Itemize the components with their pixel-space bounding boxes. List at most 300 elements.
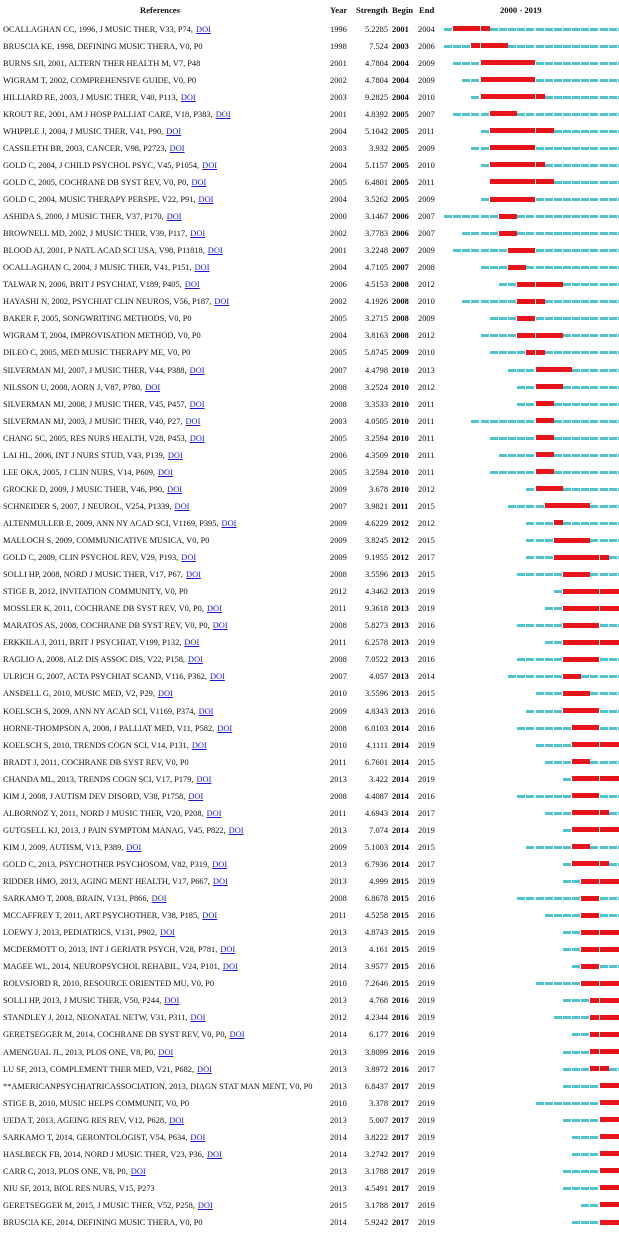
timeline-segment — [545, 658, 553, 661]
burst-segment — [490, 162, 499, 167]
doi-link[interactable]: DOI — [186, 570, 201, 580]
timeline-segment — [545, 266, 553, 269]
timeline-segment — [545, 607, 553, 610]
year-cell: 2014 — [330, 962, 347, 972]
timeline-segment — [563, 744, 571, 747]
end-cell: 2017 — [418, 808, 435, 818]
doi-link[interactable]: DOI — [169, 143, 185, 153]
doi-link[interactable]: DOI — [167, 484, 183, 494]
timeline-segment — [600, 573, 608, 576]
doi-link[interactable]: DOI — [166, 212, 182, 222]
doi-link[interactable]: DOI — [190, 1013, 206, 1023]
burst-segment — [462, 26, 471, 31]
doi-link[interactable]: DOI — [212, 859, 228, 869]
burst-segment — [600, 589, 609, 594]
burst-segment — [600, 1100, 609, 1105]
timeline-segment — [581, 130, 589, 133]
doi-link[interactable]: DOI — [189, 365, 205, 375]
table-row — [0, 532, 619, 549]
burst-segment — [600, 1202, 609, 1207]
doi-link[interactable]: DOI — [164, 996, 180, 1006]
timeline-segment — [609, 556, 617, 559]
strength-cell: 6.0103 — [364, 723, 388, 733]
burst-segment — [572, 844, 581, 849]
timeline-segment — [545, 522, 553, 525]
burst-segment — [536, 435, 545, 440]
end-cell: 2011 — [418, 399, 435, 409]
begin-cell: 2017 — [392, 1081, 409, 1091]
year-cell: 2007 — [330, 365, 347, 375]
burst-segment — [554, 367, 563, 372]
table-row — [0, 992, 619, 1009]
year-cell: 2005 — [330, 467, 347, 477]
timeline-segment — [545, 215, 553, 218]
timeline-segment — [462, 45, 470, 48]
timeline-segment — [600, 215, 608, 218]
begin-cell: 2017 — [392, 1183, 409, 1193]
timeline-segment — [581, 45, 589, 48]
reference-cell — [3, 1112, 328, 1129]
table-row — [0, 703, 619, 720]
burst-segment — [536, 128, 545, 133]
timeline-segment — [554, 727, 562, 730]
table-row — [0, 464, 619, 481]
begin-cell: 2008 — [392, 280, 409, 290]
reference-text: WIGRAM T, 2004, IMPROVISATION METHOD, V0, P0 — [3, 331, 201, 341]
timeline-segment — [526, 28, 534, 31]
end-cell: 2016 — [418, 791, 435, 801]
end-cell: 2019 — [418, 604, 435, 614]
timeline-segment — [554, 658, 562, 661]
burst-segment — [508, 179, 517, 184]
doi-link[interactable]: DOI — [194, 263, 210, 273]
timeline-segment — [572, 914, 580, 917]
strength-cell: 3.8099 — [364, 1047, 388, 1057]
doi-link[interactable]: DOI — [185, 416, 201, 426]
begin-cell: 2015 — [392, 877, 409, 886]
doi-link[interactable]: DOI — [229, 1030, 245, 1040]
burst-segment — [590, 742, 599, 747]
doi-link[interactable]: DOI — [197, 1200, 213, 1210]
timeline-segment — [581, 386, 589, 389]
strength-cell: 3.5596 — [364, 570, 388, 580]
doi-link[interactable]: DOI — [198, 195, 214, 204]
doi-link[interactable]: DOI — [126, 842, 142, 852]
strength-cell: 4.8343 — [364, 706, 388, 716]
table-row — [0, 617, 619, 634]
year-cell: 2009 — [330, 706, 347, 716]
timeline-segment — [609, 727, 617, 730]
doi-link[interactable]: DOI — [198, 706, 214, 716]
reference-text: SILVERMAN MJ, 2008, J MUSIC THER, V45, P457, — [3, 399, 187, 409]
end-cell: 2016 — [418, 706, 435, 716]
reference-cell — [3, 890, 328, 907]
timeline-segment — [572, 300, 580, 303]
doi-link[interactable]: DOI — [215, 109, 231, 119]
reference-cell — [3, 703, 328, 720]
timeline-segment — [563, 420, 571, 423]
doi-link[interactable]: DOI — [222, 962, 238, 972]
burst-segment — [609, 606, 618, 611]
timeline-segment — [517, 369, 525, 372]
timeline-segment — [545, 300, 553, 303]
burst-segment — [581, 793, 590, 798]
doi-link[interactable]: DOI — [206, 1149, 222, 1159]
end-cell: 2019 — [418, 996, 435, 1006]
timeline-segment — [563, 334, 571, 337]
timeline-segment — [572, 266, 580, 269]
doi-link[interactable]: DOI — [217, 723, 233, 733]
doi-link[interactable]: DOI — [207, 246, 223, 256]
timeline-segment — [581, 1153, 589, 1156]
strength-cell: 3.5596 — [364, 689, 388, 699]
begin-cell: 2005 — [392, 109, 409, 119]
timeline-segment — [545, 232, 553, 235]
burst-segment — [526, 60, 535, 65]
begin-cell: 2010 — [392, 450, 409, 460]
timeline-segment — [581, 1085, 589, 1088]
timeline-segment — [572, 965, 580, 968]
doi-link[interactable]: DOI — [209, 672, 225, 682]
table-row — [0, 1009, 619, 1026]
timeline-segment — [508, 454, 516, 457]
doi-link[interactable]: DOI — [196, 24, 211, 34]
timeline-segment — [545, 556, 553, 559]
reference-cell — [3, 259, 328, 276]
burst-segment — [517, 128, 526, 133]
burst-segment — [499, 162, 508, 167]
timeline-segment — [545, 164, 553, 167]
timeline-segment — [581, 317, 589, 320]
timeline-segment — [609, 710, 617, 713]
burst-segment — [600, 640, 609, 645]
end-cell: 2016 — [418, 894, 435, 904]
timeline-segment — [536, 897, 544, 900]
timeline-segment — [554, 744, 562, 747]
doi-link[interactable]: DOI — [228, 825, 244, 835]
end-cell: 2019 — [418, 1013, 435, 1023]
burst-segment — [572, 725, 581, 730]
timeline-segment — [590, 403, 598, 406]
timeline-segment — [526, 215, 534, 218]
begin-cell: 2005 — [392, 126, 409, 136]
doi-link[interactable]: DOI — [190, 229, 206, 239]
doi-link[interactable]: DOI — [184, 280, 200, 290]
doi-link[interactable]: DOI — [206, 808, 222, 818]
timeline-segment — [554, 590, 562, 593]
doi-link[interactable]: DOI — [212, 621, 228, 631]
begin-cell: 2003 — [392, 41, 409, 51]
timeline-segment — [471, 62, 479, 65]
strength-cell: 3.678 — [369, 484, 388, 494]
burst-segment — [609, 1168, 618, 1173]
end-cell: 2008 — [418, 263, 435, 273]
reference-text: HORNE-THOMPSON A, 2008, J PALLIAT MED, V11, P582, — [3, 723, 215, 733]
burst-segment — [545, 435, 554, 440]
reference-cell — [3, 225, 328, 242]
timeline-segment — [554, 573, 562, 576]
begin-cell: 2017 — [392, 1149, 409, 1159]
doi-link[interactable]: DOI — [157, 689, 173, 699]
timeline-segment — [490, 351, 498, 354]
timeline-segment — [563, 488, 571, 491]
timeline-segment — [609, 488, 617, 491]
timeline-segment — [581, 147, 589, 150]
begin-cell: 2004 — [392, 92, 409, 102]
strength-cell: 3.3533 — [364, 399, 388, 409]
burst-segment — [590, 981, 599, 986]
timeline-segment — [490, 471, 498, 474]
doi-link[interactable]: DOI — [181, 553, 197, 563]
reference-cell — [3, 907, 328, 924]
doi-link[interactable]: DOI — [202, 160, 218, 170]
burst-segment — [554, 520, 563, 525]
burst-segment — [563, 555, 572, 560]
timeline-segment — [526, 454, 534, 457]
timeline-segment — [508, 505, 516, 508]
timeline-segment — [499, 437, 507, 440]
timeline-segment — [517, 215, 525, 218]
strength-cell: 4.7105 — [364, 263, 388, 273]
reference-text: KIM J, 2008, J AUTISM DEV DISORD, V38, P1758, — [3, 791, 186, 801]
timeline-segment — [609, 403, 617, 406]
reference-cell — [3, 720, 328, 737]
doi-link[interactable]: DOI — [212, 877, 228, 886]
begin-cell: 2011 — [392, 501, 409, 511]
year-cell: 2012 — [330, 587, 347, 597]
reference-cell — [3, 276, 328, 293]
doi-link[interactable]: DOI — [221, 518, 237, 528]
table-row — [0, 379, 619, 396]
burst-segment — [600, 930, 609, 935]
doi-link[interactable]: DOI — [191, 177, 207, 187]
timeline-segment — [526, 795, 534, 798]
burst-segment — [572, 555, 581, 560]
begin-cell: 2010 — [392, 484, 409, 494]
burst-segment — [572, 503, 581, 508]
doi-link[interactable]: DOI — [214, 297, 230, 307]
timeline-segment — [471, 232, 479, 235]
doi-link[interactable]: DOI — [196, 774, 212, 784]
table-row — [0, 89, 619, 106]
doi-link[interactable]: DOI — [197, 1064, 212, 1074]
doi-link[interactable]: DOI — [202, 911, 218, 921]
timeline-segment — [590, 505, 598, 508]
timeline-segment — [444, 215, 452, 218]
end-cell: 2019 — [418, 774, 435, 784]
burst-segment — [600, 1117, 609, 1122]
timeline-segment — [545, 710, 553, 713]
year-cell: 2014 — [330, 1218, 347, 1227]
timeline-segment — [609, 334, 617, 337]
table-row — [0, 1112, 619, 1129]
doi-link[interactable]: DOI — [189, 433, 205, 443]
burst-segment — [590, 1015, 599, 1020]
timeline-segment — [526, 369, 534, 372]
timeline-segment — [490, 300, 498, 303]
timeline-segment — [563, 130, 571, 133]
timeline-segment — [481, 130, 489, 133]
timeline-segment — [581, 1016, 589, 1019]
burst-segment — [499, 197, 508, 202]
begin-cell: 2013 — [392, 604, 409, 614]
table-row — [0, 276, 619, 293]
year-cell: 2002 — [330, 75, 347, 85]
timeline-segment — [572, 386, 580, 389]
burst-segment — [590, 623, 599, 628]
year-cell: 2011 — [330, 757, 347, 767]
doi-link[interactable]: DOI — [184, 638, 200, 648]
begin-cell: 2006 — [392, 212, 409, 222]
strength-cell: 4.768 — [369, 996, 388, 1006]
timeline-segment — [609, 795, 617, 798]
timeline-segment — [600, 45, 608, 48]
end-cell: 2011 — [418, 177, 435, 187]
timeline-segment — [536, 573, 544, 576]
burst-segment — [490, 145, 499, 150]
timeline-segment — [508, 675, 516, 678]
doi-link[interactable]: DOI — [158, 1047, 174, 1057]
begin-cell: 2013 — [392, 570, 409, 580]
doi-link[interactable]: DOI — [167, 450, 183, 460]
doi-link[interactable]: DOI — [169, 1115, 185, 1125]
timeline-segment — [600, 965, 608, 968]
timeline-segment — [609, 215, 617, 218]
timeline-segment — [554, 300, 562, 303]
begin-cell: 2012 — [392, 553, 409, 563]
table-row — [0, 21, 619, 38]
timeline-segment — [453, 249, 461, 252]
doi-link[interactable]: DOI — [188, 655, 203, 665]
burst-segment — [481, 94, 490, 99]
strength-cell: 5.8273 — [364, 621, 388, 631]
burst-segment — [563, 708, 572, 713]
doi-link[interactable]: DOI — [220, 945, 236, 955]
timeline-segment — [590, 1221, 598, 1224]
timeline-segment — [563, 471, 571, 474]
burst-segment — [499, 231, 508, 236]
timeline-segment — [490, 215, 498, 218]
timeline-range-header: 2000 - 2019 — [500, 5, 542, 15]
doi-link[interactable]: DOI — [189, 399, 205, 409]
timeline-segment — [508, 420, 516, 423]
table-row — [0, 327, 619, 344]
table-row — [0, 447, 619, 464]
timeline-segment — [590, 45, 598, 48]
reference-text: GOLD C, 2004, J CHILD PSYCHOL PSYC, V45, P1054, — [3, 160, 200, 170]
timeline-segment — [563, 403, 571, 406]
table-row — [0, 123, 619, 140]
timeline-segment — [490, 266, 498, 269]
timeline-segment — [563, 437, 571, 440]
doi-link[interactable]: DOI — [151, 894, 167, 904]
burst-segment — [545, 333, 554, 338]
burst-segment — [600, 776, 609, 781]
timeline-segment — [581, 283, 589, 286]
strength-cell: 9.1955 — [364, 553, 388, 563]
burst-segment — [609, 1049, 618, 1054]
begin-cell: 2004 — [392, 75, 409, 85]
timeline-segment — [554, 624, 562, 627]
doi-link[interactable]: DOI — [158, 467, 173, 477]
reference-text: RIDDER HMO, 2013, AGING MENT HEALTH, V17, P667, — [3, 877, 210, 886]
timeline-segment — [590, 846, 598, 849]
doi-link[interactable]: DOI — [191, 740, 207, 750]
timeline-segment — [600, 386, 608, 389]
reference-cell — [3, 21, 328, 38]
doi-link[interactable]: DOI — [130, 1166, 146, 1176]
year-cell: 2007 — [330, 501, 347, 511]
timeline-segment — [572, 1136, 580, 1139]
year-cell: 2010 — [330, 689, 347, 699]
year-cell: 1996 — [330, 24, 347, 34]
year-cell: 2013 — [330, 1166, 347, 1176]
table-row — [0, 634, 619, 651]
reference-text: GOLD C, 2005, COCHRANE DB SYST REV, V0, P0, — [3, 177, 189, 187]
timeline-segment — [600, 710, 608, 713]
timeline-segment — [563, 1068, 571, 1071]
timeline-segment — [600, 454, 608, 457]
timeline-segment — [590, 351, 598, 354]
doi-link[interactable]: DOI — [166, 126, 182, 136]
reference-cell — [3, 754, 328, 771]
timeline-segment — [600, 266, 608, 269]
timeline-segment — [471, 96, 479, 99]
timeline-segment — [526, 573, 534, 576]
burst-segment — [471, 43, 480, 48]
timeline-segment — [545, 761, 553, 764]
burst-segment — [526, 333, 535, 338]
burst-segment — [563, 367, 572, 372]
timeline-segment — [554, 351, 562, 354]
reference-text: SARKAMO T, 2008, BRAIN, V131, P866, — [3, 894, 149, 904]
doi-link[interactable]: DOI — [174, 501, 190, 511]
begin-cell: 2010 — [392, 382, 409, 392]
year-cell: 2010 — [330, 1098, 347, 1108]
doi-link[interactable]: DOI — [180, 92, 196, 102]
doi-link[interactable]: DOI — [190, 1132, 206, 1142]
timeline-segment — [554, 198, 562, 201]
year-cell: 2009 — [330, 553, 347, 563]
burst-segment — [536, 179, 545, 184]
burst-segment — [572, 589, 581, 594]
table-row — [0, 549, 619, 566]
timeline-segment — [600, 113, 608, 116]
begin-cell: 2010 — [392, 416, 409, 426]
reference-text: ROLVSJORD R, 2010, RESOURCE ORIENTED MU, V0, P0 — [3, 979, 215, 989]
timeline-segment — [545, 624, 553, 627]
table-row — [0, 907, 619, 924]
timeline-segment — [554, 761, 562, 764]
timeline-segment — [581, 181, 589, 184]
end-cell: 2019 — [418, 945, 435, 955]
end-cell: 2019 — [418, 1149, 435, 1159]
burst-segment — [581, 503, 590, 508]
burst-segment — [581, 742, 590, 747]
doi-link[interactable]: DOI — [206, 604, 222, 614]
reference-cell — [3, 1163, 328, 1180]
timeline-segment — [462, 215, 470, 218]
doi-link[interactable]: DOI — [145, 382, 161, 392]
timeline-segment — [471, 147, 479, 150]
burst-segment — [590, 657, 599, 662]
doi-link[interactable]: DOI — [188, 791, 204, 801]
timeline-segment — [590, 471, 598, 474]
timeline-segment — [572, 369, 580, 372]
end-cell: 2011 — [418, 433, 435, 443]
timeline-segment — [526, 420, 534, 423]
doi-link[interactable]: DOI — [160, 928, 175, 938]
